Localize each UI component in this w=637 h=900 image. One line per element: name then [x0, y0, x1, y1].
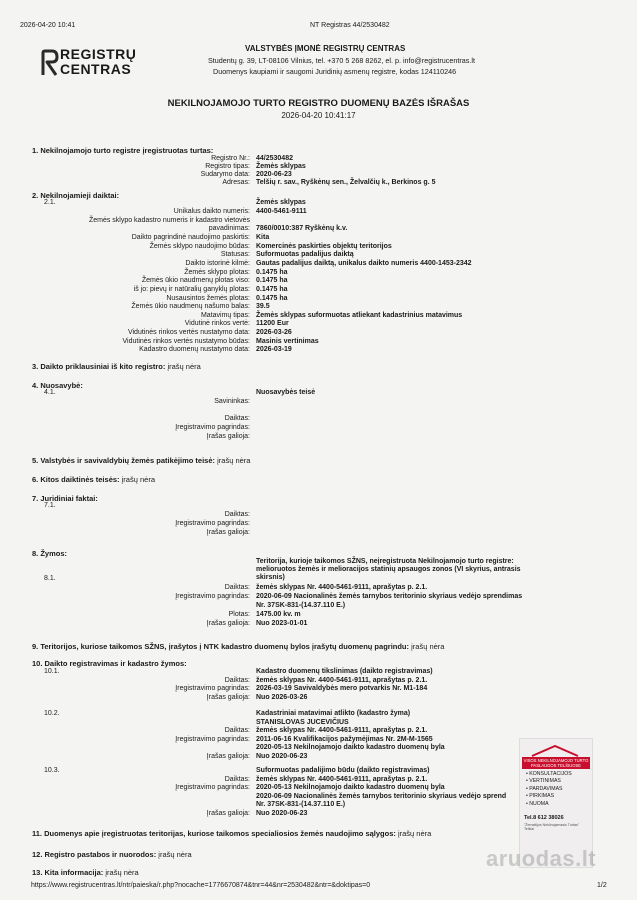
field-value: Kadastriniai matavimai atlikto (kadastro žyma): [256, 710, 411, 717]
field-label: Įregistravimo pagrindas:: [175, 685, 250, 693]
field-value: Gautas padalijus daiktą, unikalus daikto numeris 4400-1453-2342: [256, 259, 472, 267]
field-label: Nusausintos žemės plotas:: [166, 294, 250, 302]
section-8-heading: 8. Žymos:: [32, 549, 68, 558]
field-value: Suformuotas padalijus daiktą: [256, 251, 354, 259]
field-value: 2020-06-23: [256, 171, 292, 178]
section-5-heading: 5. Valstybės ir savivaldybių žemės patikėjimo teisė:: [32, 456, 216, 465]
section-13-heading: 13. Kita informacija:: [32, 868, 104, 877]
organization-address: Studentų g. 39, LT-08106 Vilnius, tel. +370 5 268 8262, el. p. info@registrucentras.lt: [208, 56, 475, 65]
field-value: 2020-06-09 Nacionalinės žemės tarnybos teritorinio skyriaus vedėjo sprendimas: [256, 593, 523, 600]
page-number: 1/2: [597, 882, 607, 889]
section-7-heading: 7. Juridiniai faktai:: [32, 494, 98, 503]
field-value: žemės sklypas Nr. 4400-5461-9111, aprašytas p. 2.1.: [256, 676, 428, 684]
field-value: 0.1475 ha: [256, 268, 288, 276]
section-12: [32, 850, 192, 859]
stamp-small-print: "Žemaitijos Nekilnojamasis Turtas" Telšiai: [524, 823, 580, 831]
field-value: 44/2530482: [256, 155, 293, 162]
section-4-subtitle: Nuosavybės teisė: [256, 389, 316, 396]
print-datetime: 2026-04-20 10:41: [20, 22, 76, 29]
organization-registry-note: Duomenys kaupiami ir saugomi Juridinių asmenų registre, kodas 124110246: [213, 67, 457, 76]
stamp-service-item: • PARDAVIMAS: [526, 785, 563, 792]
aruodas-watermark: aruodas.lt: [486, 846, 597, 871]
section-13-value: įrašų nėra: [105, 868, 139, 877]
field-value: 2026-03-19: [256, 346, 292, 354]
field-label: Įregistravimo pagrindas:: [175, 735, 250, 743]
field-label: Daiktas:: [224, 415, 250, 422]
footer-url[interactable]: https://www.registrucentras.lt/ntr/paieska/r.php?nocache=1776670874&tnr=44&nr=2530482&ntr=&doktipas=0: [31, 882, 371, 889]
section-3: [32, 362, 201, 371]
field-label: Registro tipas:: [205, 163, 250, 170]
field-value: 4400-5461-9111: [256, 208, 307, 215]
entry-number: 10.2.: [44, 710, 60, 717]
field-value: žemės sklypas Nr. 4400-5461-9111, aprašytas p. 2.1.: [256, 584, 428, 591]
field-label: Plotas:: [228, 611, 250, 618]
field-label: Kadastro duomenų nustatymo data:: [139, 346, 250, 354]
field-value: Komercinės paskirties objektų teritorijos: [256, 242, 392, 250]
field-label: Daiktas:: [224, 775, 250, 783]
field-label: Daiktas:: [224, 584, 250, 591]
field-value: 2020-06-09 Nacionalinės žemės tarnybos teritorinio skyriaus vedėjo sprend: [256, 792, 507, 800]
section-11-value: įrašų nėra: [397, 829, 432, 838]
field-label: Daiktas:: [224, 676, 250, 684]
stamp-services: [526, 771, 572, 808]
section-12-value: įrašų nėra: [158, 850, 192, 859]
section-2-heading: 2. Nekilnojamieji daiktai:: [32, 191, 120, 200]
section-1-heading: 1. Nekilnojamojo turto registre įregistruotas turtas:: [32, 146, 214, 155]
field-value: 2026-03-19 Savivaldybės mero potvarkis Nr. M1-184: [256, 685, 428, 693]
section-10-heading: 10. Daikto registravimas ir kadastro žymos:: [32, 659, 187, 668]
field-value: STANISLOVAS JUCEVIČIUS: [256, 718, 349, 726]
field-value: Nuo 2020-06-23: [256, 753, 308, 760]
field-label: Daikto istorinė kilmė:: [185, 259, 250, 267]
section-3-heading: 3. Daikto priklausiniai iš kito registro:: [32, 362, 166, 371]
field-label: Žemės ūkio naudmenų plotas viso:: [141, 277, 250, 285]
field-value: Nuo 2026-03-26: [256, 693, 308, 701]
field-label: Įrašas galioja:: [206, 753, 250, 760]
entry-number: 10.1.: [44, 668, 60, 675]
field-value: 0.1475 ha: [256, 294, 288, 302]
field-label: Daikto pagrindinė naudojimo paskirtis:: [131, 233, 250, 241]
section-5: [32, 456, 250, 465]
field-label: Įrašas galioja:: [206, 529, 250, 536]
field-label: Įrašas galioja:: [206, 620, 250, 627]
field-label: Įrašas galioja:: [206, 433, 250, 440]
field-label: Registro Nr.:: [211, 155, 250, 162]
section-9-value: įrašų nėra: [411, 642, 445, 651]
section-6: [32, 475, 155, 484]
field-label: Savininkas:: [214, 398, 250, 405]
logo-icon: [40, 49, 60, 77]
field-value: Žemės sklypas suformuotas atliekant kadastrinius matavimus: [256, 311, 463, 319]
section-8-title-line: Teritorija, kurioje taikomos SŽNS, neįregistruota Nekilnojamojo turto registre:: [256, 558, 514, 565]
section-8-subnumber: 8.1.: [44, 575, 56, 582]
stamp-service-item: • KONSULTACIJOS: [526, 771, 572, 777]
field-value: Žemės sklypas: [256, 163, 306, 170]
field-value: Nr. 37SK-831-(14.37.110 E.): [256, 801, 346, 809]
stamp-service-item: • NUOMA: [526, 800, 549, 807]
field-label: Žemės sklypo kadastro numeris ir kadastro vietovės: [88, 216, 250, 224]
stamp-service-item: • PIRKIMAS: [526, 793, 555, 800]
field-label: Daiktas:: [224, 511, 250, 518]
field-label: Vidutinė rinkos vertė:: [184, 320, 250, 328]
section-4-heading: 4. Nuosavybė:: [32, 381, 83, 390]
stamp-phone: Tel.8 612 38026: [524, 815, 564, 821]
section-6-heading: 6. Kitos daiktinės teisės:: [32, 475, 120, 484]
section-5-value: įrašų nėra: [217, 456, 251, 465]
field-label: Matavimų tipas:: [200, 311, 250, 319]
field-value: žemės sklypas Nr. 4400-5461-9111, aprašytas p. 2.1.: [256, 775, 428, 783]
field-value: Suformuotas padalijimo būdu (daikto registravimas): [256, 767, 430, 774]
field-label: Unikalus daikto numeris:: [173, 208, 250, 215]
field-value: Nuo 2020-06-23: [256, 810, 308, 817]
field-value: 0.1475 ha: [256, 285, 288, 293]
section-11: [32, 829, 431, 838]
field-value: Nuo 2023-01-01: [256, 620, 308, 627]
field-label: Žemės sklypo naudojimo būdas:: [149, 242, 250, 250]
field-value: 2011-06-16 Kvalifikacijos pažymėjimas Nr. 2M-M-1565: [256, 735, 433, 743]
field-label: Vidutinės rinkos vertės nustatymo būdas:: [122, 337, 250, 345]
field-value: Kadastro duomenų tikslinimas (daikto registravimas): [256, 668, 433, 675]
field-value: žemės sklypas Nr. 4400-5461-9111, aprašytas p. 2.1.: [256, 727, 428, 735]
section-3-value: įrašų nėra: [167, 362, 201, 371]
section-7-subnumber: 7.1.: [44, 502, 56, 509]
document-title: NEKILNOJAMOJO TURTO REGISTRO DUOMENŲ BAZĖS IŠRAŠAS: [167, 98, 470, 109]
field-value: 0.1475 ha: [256, 277, 288, 285]
field-label: Statusas:: [220, 251, 250, 259]
entry-number: 10.3.: [44, 767, 60, 774]
field-label: Įregistravimo pagrindas:: [175, 424, 250, 431]
field-label: Įrašas galioja:: [206, 810, 250, 817]
section-2-subnumber: 2.1.: [44, 199, 56, 206]
section-9-heading: 9. Teritorijos, kuriose taikomos SŽNS, įrašytos į NTK kadastro duomenų bylos įrašytų duomenų pagrindu:: [32, 642, 410, 651]
field-value: 39.5: [256, 303, 270, 311]
field-label: Adresas:: [222, 179, 250, 186]
organization-name: VALSTYBĖS ĮMONĖ REGISTRŲ CENTRAS: [245, 44, 406, 53]
section-11-heading: 11. Duomenys apie įregistruotas teritorijas, kuriose taikomos specialiosios žemės naudojimo sąlygos:: [32, 829, 396, 838]
section-2-subtitle: Žemės sklypas: [256, 199, 306, 206]
document-reference: NT Registras 44/2530482: [310, 22, 390, 29]
section-8-title-line: melioruotos žemės ir melioracijos statinių apsaugos zonos (VI skyrius, antrasis: [256, 566, 521, 573]
section-8-title-line: skirsnis): [256, 574, 285, 581]
field-value: 2020-05-13 Nekilnojamojo daikto kadastro duomenų byla: [256, 744, 445, 752]
field-value: 2026-03-26: [256, 329, 292, 337]
field-label: Įregistravimo pagrindas:: [175, 593, 250, 600]
stamp-service-item: • VERTINIMAS: [526, 778, 561, 785]
field-label: Žemės sklypo plotas:: [184, 268, 250, 276]
field-label: Sudarymo data:: [200, 171, 250, 178]
stamp-banner: VISOS NEKILNOJAMOJO TURTO PASLAUGOS TELŠIUOSE: [523, 758, 589, 768]
field-label: Vidutinės rinkos vertės nustatymo data:: [127, 329, 250, 337]
logo-line-1: REGISTRŲ: [60, 46, 137, 62]
section-6-value: įrašų nėra: [121, 475, 155, 484]
field-label: Įregistravimo pagrindas:: [175, 784, 250, 792]
field-label: Daiktas:: [224, 727, 250, 735]
field-value: Nr. 37SK-831-(14.37.110 E.): [256, 602, 346, 609]
section-4-subnumber: 4.1.: [44, 389, 56, 396]
section-13: [32, 868, 139, 877]
section-9: [32, 642, 444, 651]
field-label: Žemės ūkio naudmenų našumo balas:: [131, 303, 250, 311]
field-label: Įrašas galioja:: [206, 693, 250, 701]
document-title-date: 2026-04-20 10:41:17: [281, 111, 356, 120]
field-value: 2020-05-13 Nekilnojamojo daikto kadastro duomenų byla: [256, 784, 445, 792]
field-label: iš jo: pievų ir natūralių ganyklų plotas:: [133, 285, 250, 293]
field-value: Masinis vertinimas: [256, 337, 319, 345]
field-value: 7860/0010:387 Ryškėnų k.v.: [256, 225, 348, 233]
section-12-heading: 12. Registro pastabos ir nuorodos:: [32, 850, 157, 859]
field-label: Įregistravimo pagrindas:: [175, 520, 250, 527]
field-label: pavadinimas:: [208, 225, 250, 233]
field-value: 11200 Eur: [256, 320, 289, 328]
field-value: Kita: [256, 233, 270, 241]
logo-line-2: CENTRAS: [60, 61, 132, 77]
field-value: Telšių r. sav., Ryškėnų sen., Želvalčių k., Berkinos g. 5: [256, 179, 436, 186]
house-icon: [528, 744, 582, 750]
field-value: 1475.00 kv. m: [256, 611, 301, 618]
